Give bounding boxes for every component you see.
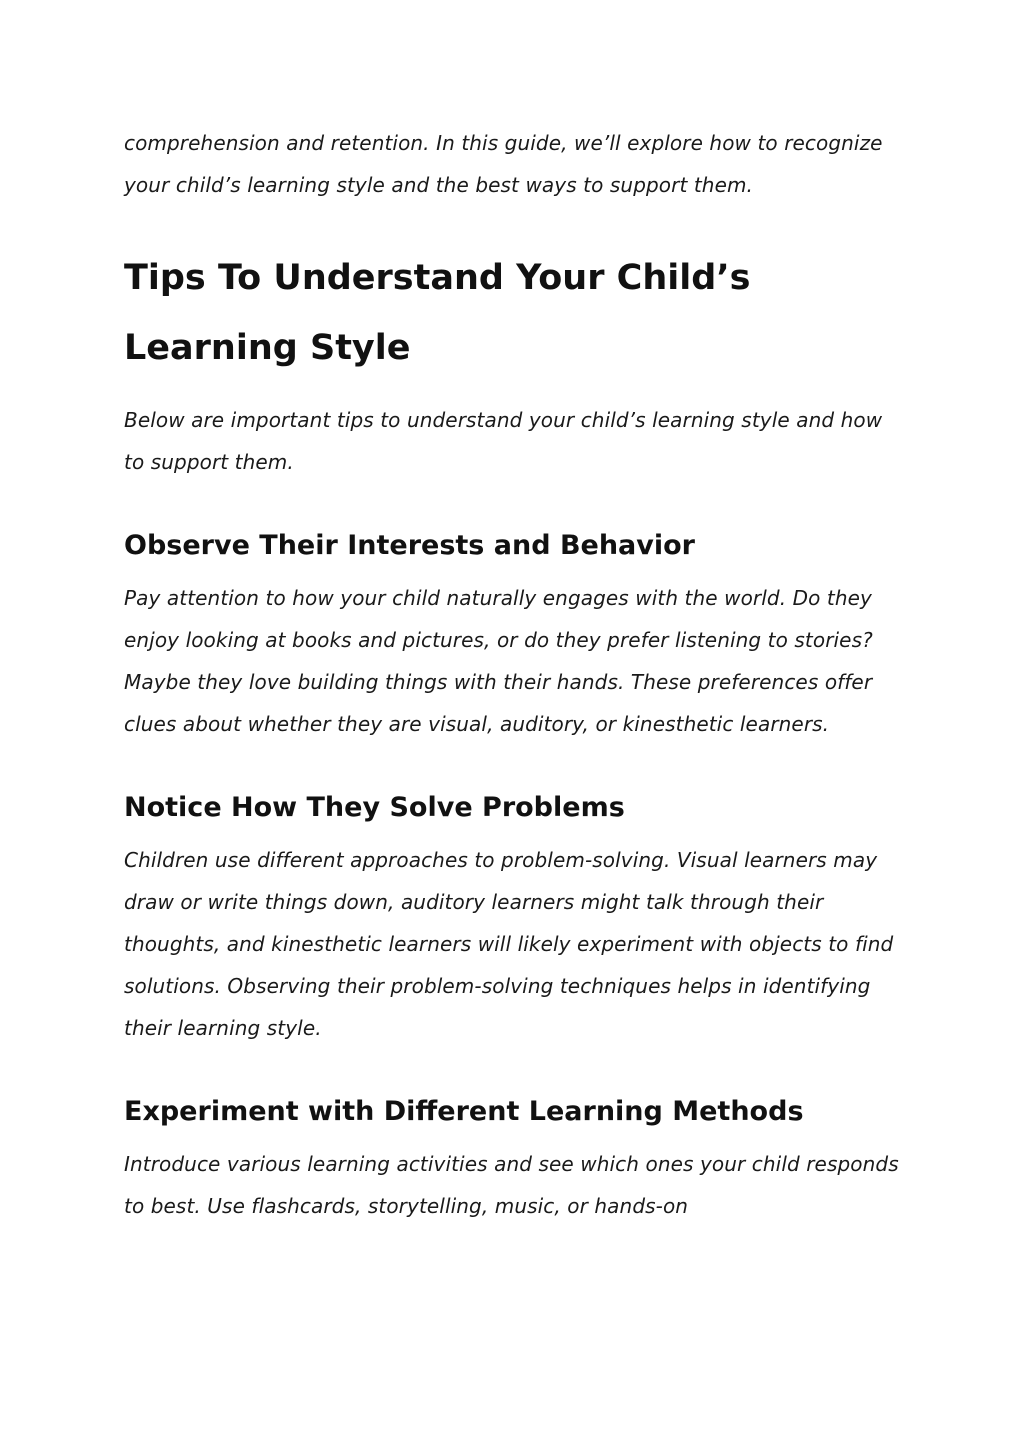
section-heading-solve-problems: Notice How They Solve Problems (124, 792, 625, 823)
section-body-solve-problems: Children use different approaches to problem-solving. Visual learners may draw or write things down, auditory learners might talk through their thoughts, and kinesthetic learners will likely experiment with objects to find solutions. Observing their problem-solving techniques helps in identifying their learning style. (124, 848, 894, 1040)
section-body-observe: Pay attention to how your child naturally engages with the world. Do they enjoy looking at books and pictures, or do they prefer listening to stories? Maybe they love building things with their hands. These preferences offer clues about whether they are visual, auditory, or kinesthetic learners. (124, 586, 873, 736)
section-body-experiment: Introduce various learning activities and see which ones your child responds to best. Use flashcards, storytelling, music, or hands-on (124, 1152, 899, 1218)
intro-paragraph: comprehension and retention. In this guide, we’ll explore how to recognize your child’s learning style and the best ways to support them. (124, 131, 883, 197)
page-title: Tips To Understand Your Child’s Learning Style (124, 258, 751, 368)
section-heading-experiment: Experiment with Different Learning Methods (124, 1096, 804, 1127)
section-heading-observe: Observe Their Interests and Behavior (124, 530, 695, 561)
lead-paragraph: Below are important tips to understand your child’s learning style and how to support them. (124, 408, 883, 474)
document-content (124, 122, 904, 1227)
